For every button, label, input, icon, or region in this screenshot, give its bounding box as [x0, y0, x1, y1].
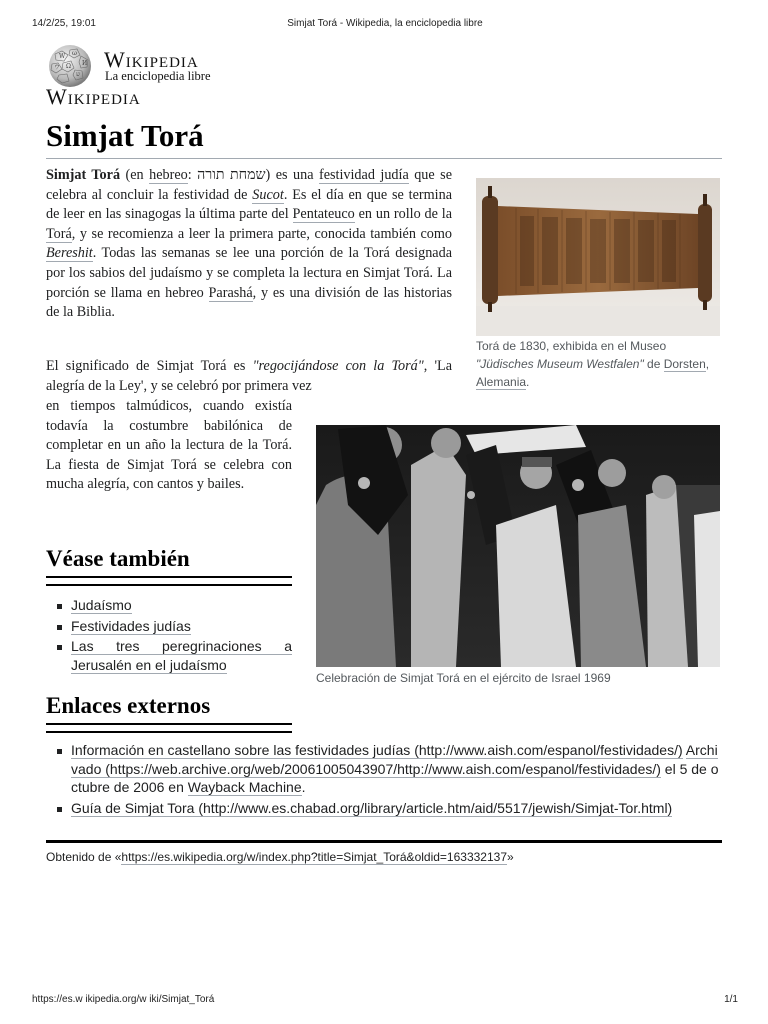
figure-torah-caption: [476, 337, 720, 391]
intro-text: . Todas las semanas se lee una porción de la Torá designada por los sabios del judaísmo y se completa la lectura en Simjat Torá. La porción se llama en hebreo: [46, 245, 452, 301]
external-links-heading: Enlaces externos: [46, 693, 211, 718]
link-judaismo[interactable]: Judaísmo: [71, 597, 132, 613]
retrieved-suffix: »: [507, 850, 514, 864]
intro-text: que se celebra al concluir la festividad de: [46, 167, 452, 203]
figure-torah-scroll: [476, 178, 720, 391]
external-links-divider: [46, 723, 292, 733]
see-also-divider: [46, 576, 292, 586]
list-item: [46, 741, 722, 797]
meaning-paragraph-top: [46, 357, 452, 396]
svg-text:ש: ש: [76, 71, 81, 78]
svg-text:ω: ω: [72, 50, 77, 57]
see-also-list: [46, 596, 292, 676]
caption-text: Torá de 1830, exhibida en el Museo: [476, 339, 667, 353]
intro-text: (en: [120, 167, 150, 183]
link-pentateuco[interactable]: Pentateuco: [292, 206, 355, 223]
intro-text: , y se recomienza a leer la primera parte, conocida también como: [71, 225, 452, 242]
retrieved-from: [46, 850, 514, 864]
wikipedia-logo[interactable]: [46, 44, 266, 109]
footer-divider: [46, 840, 722, 843]
army-celebration-picture: [316, 425, 720, 667]
army-celebration-image[interactable]: [316, 425, 720, 667]
link-festividad-judia[interactable]: festividad judía: [318, 167, 409, 183]
list-item: [46, 637, 292, 674]
intro-text: : שמחת תורה) es una: [187, 167, 319, 183]
svg-text:W: W: [59, 53, 66, 60]
intro-text: , y es una división de las historias de la Biblia.: [46, 284, 452, 321]
list-item: [46, 799, 722, 818]
wikipedia-wordmark: Wikipedia: [104, 47, 199, 72]
torah-scroll-picture: [476, 178, 720, 336]
retrieved-prefix: Obtenido de «: [46, 850, 122, 864]
list-text: el 5 de octubre de 2006 en: [71, 760, 719, 795]
link-alemania[interactable]: Alemania: [476, 375, 527, 389]
print-url: https://es.w ikipedia.org/w iki/Simjat_Torá: [32, 994, 215, 1005]
link-chabad[interactable]: Guía de Simjat Tora (http://www.es.chabad.org/library/article.htm/aid/5517/jewish/Simjat-Tor.html): [71, 799, 673, 816]
caption-museum-name: "Jüdisches Museum Westfalen": [476, 357, 644, 371]
wikipedia-globe-icon: [46, 44, 96, 88]
torah-scroll-image[interactable]: [476, 178, 720, 336]
meaning-quote: "regocijándose con la Torá": [252, 358, 424, 374]
meaning-paragraph-bottom: en tiempos talmúdicos, cuando existía todavía la costumbre babilónica de completar en un año la lectura de la Torá. La fiesta de Simjat Torá se celebra con mucha alegría, con cantos y bailes.: [46, 398, 292, 493]
list-item: [46, 617, 292, 636]
see-also-heading: Véase también: [46, 546, 190, 571]
print-page-title: Simjat Torá - Wikipedia, la enciclopedia libre: [287, 18, 483, 29]
wikipedia-wordmark-secondary: Wikipedia: [46, 84, 141, 109]
intro-text: en un rollo de la: [354, 206, 452, 223]
caption-text: de: [643, 357, 664, 371]
list-item: [46, 596, 292, 615]
figure-army-celebration: [316, 425, 720, 687]
svg-text:И: И: [82, 60, 88, 67]
page-title: Simjat Torá: [46, 118, 722, 159]
link-retrieved-url[interactable]: https://es.wikipedia.org/w/index.php?title=Simjat_Torá&oldid=163332137: [121, 850, 507, 864]
link-tora[interactable]: Torá: [46, 225, 72, 242]
meaning-text: El significado de Simjat Torá es: [46, 358, 253, 374]
print-datetime: 14/2/25, 19:01: [32, 18, 96, 29]
caption-text: .: [526, 375, 530, 389]
link-sucot-text: Sucot: [252, 186, 284, 203]
print-header: [32, 18, 738, 32]
wikipedia-tagline: La enciclopedia libre: [105, 69, 211, 83]
link-bereshit-text: Bereshit: [46, 245, 93, 262]
print-footer: [32, 994, 738, 1008]
link-archivado[interactable]: Archivado (https://web.archive.org/web/20061005043907/http://www.aish.com/espanol/festividades/): [71, 742, 718, 777]
link-dorsten[interactable]: Dorsten: [663, 357, 706, 371]
caption-text: ,: [705, 357, 710, 371]
print-page-count: 1/1: [724, 994, 738, 1005]
link-hebreo[interactable]: hebreo: [149, 167, 188, 183]
intro-text: . Es el día en que se termina de leer en las sinagogas la última parte del: [46, 186, 452, 223]
link-wayback-machine[interactable]: Wayback Machine: [187, 779, 302, 795]
svg-text:Ω: Ω: [66, 63, 71, 70]
intro-paragraph: [46, 166, 452, 323]
link-aish[interactable]: Información en castellano sobre las festividades judías (http://www.aish.com/espanol/festividades/): [71, 742, 683, 758]
link-peregrinaciones[interactable]: Las tres peregrinaciones a Jerusalén en el judaísmo: [71, 638, 292, 673]
link-bereshit[interactable]: [46, 245, 93, 262]
link-festividades-judias[interactable]: Festividades judías: [71, 617, 191, 634]
meaning-text: , 'La alegría de la Ley', y se celebró por primera vez: [46, 358, 452, 394]
figure-army-caption: Celebración de Simjat Torá en el ejército de Israel 1969: [316, 671, 611, 685]
link-parasha[interactable]: Parashá: [208, 284, 253, 301]
list-text: .: [301, 779, 306, 795]
svg-text:ウ: ウ: [54, 64, 61, 71]
link-sucot[interactable]: [252, 187, 284, 204]
external-links-list: [46, 741, 722, 819]
intro-term: Simjat Torá: [46, 167, 121, 183]
